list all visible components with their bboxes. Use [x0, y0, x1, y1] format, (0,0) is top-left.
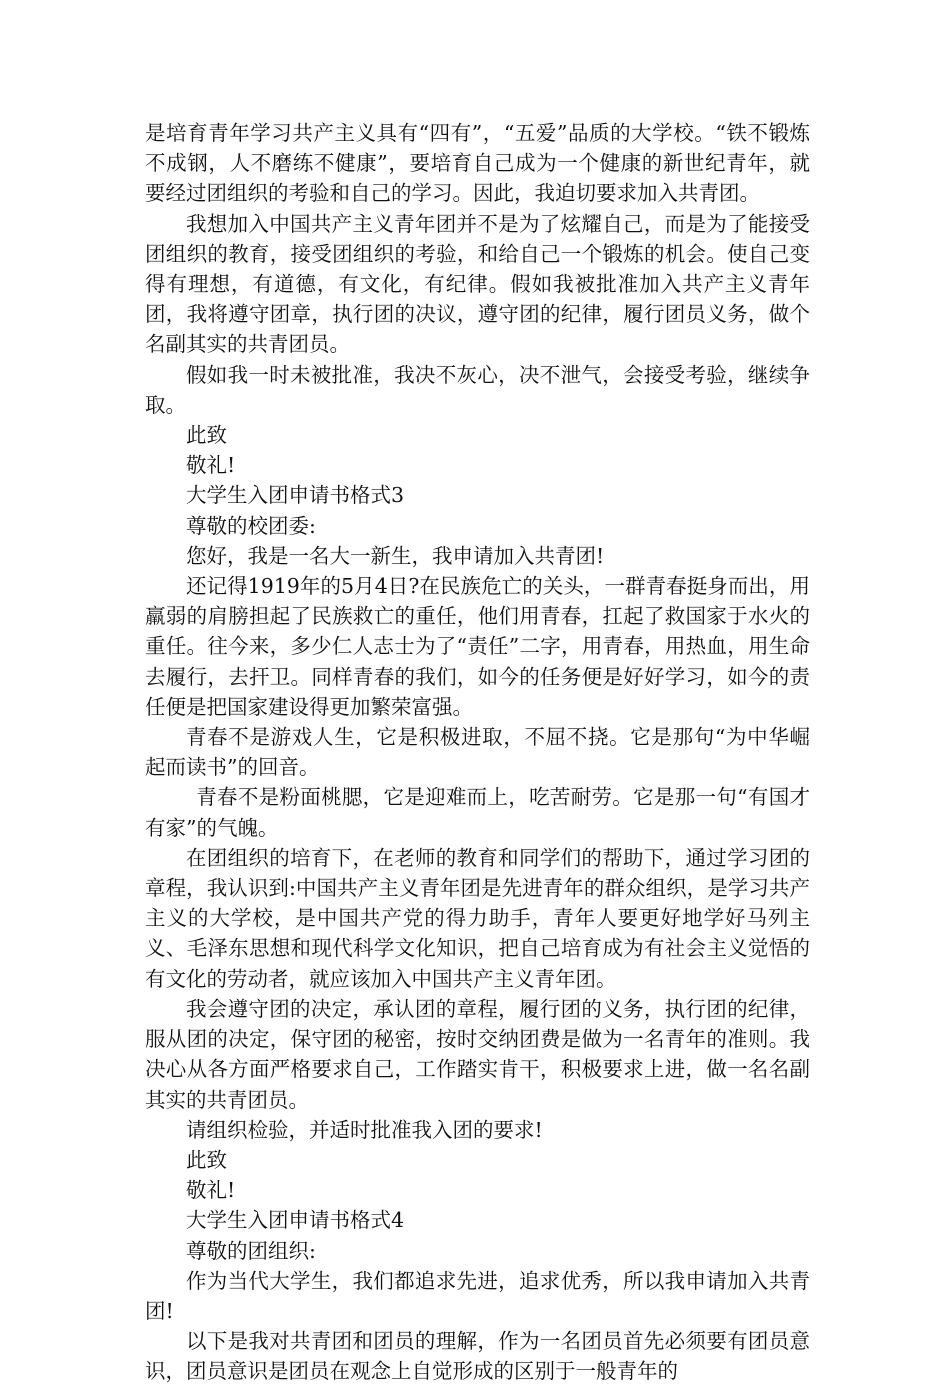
closing-line: 此致: [186, 1147, 227, 1172]
paragraph: 在团组织的培育下，在老师的教育和同学们的帮助下，通过学习团的章程，我认识到:中国共产主义青年团是先进青年的群众组织，是学习共产主义的大学校，是中国共产党的得力助手，青年人要更好地学好马列主义、毛泽东思想和现代科学文化知识，把自己培育成为有社会主义觉悟的有文化的劳动者，就应该加入中国共产主义青年团。: [145, 845, 810, 991]
salutation-line: 敬礼!: [186, 1178, 236, 1203]
paragraph: 是培育青年学习共产主义具有“四有”，“五爱”品质的大学校。“铁不锻炼不成钢，人不磨练不健康”，要培育自己成为一个健康的新世纪青年，就要经过团组织的考验和自己的学习。因此，我迫切要求加入共青团。: [145, 121, 810, 206]
paragraph: 作为当代大学生，我们都追求先进，追求优秀，所以我申请加入共青团!: [145, 1268, 810, 1323]
paragraph: 青春不是游戏人生，它是积极进取，不屈不挠。它是那句“为中华崛起而读书”的回音。: [145, 725, 810, 780]
paragraph: 请组织检验，并适时批准我入团的要求!: [186, 1117, 543, 1142]
section-title: 大学生入团申请书格式4: [186, 1208, 405, 1233]
closing-line: 此致: [186, 423, 227, 448]
salutation-line: 敬礼!: [186, 453, 236, 478]
paragraph: 您好，我是一名大一新生，我申请加入共青团!: [186, 543, 605, 568]
paragraph: 青春不是粉面桃腮，它是迎难而上，吃苦耐劳。它是那一句“有国才有家”的气魄。: [145, 785, 810, 840]
greeting-line: 尊敬的校团委:: [186, 513, 316, 538]
paragraph: 我想加入中国共产主义青年团并不是为了炫耀自己，而是为了能接受团组织的教育，接受团组织的考验，和给自己一个锻炼的机会。使自己变得有理想，有道德，有文化，有纪律。假如我被批准加入共产主义青年团，我将遵守团章，执行团的决议，遵守团的纪律，履行团员义务，做个名副其实的共青团员。: [145, 211, 810, 357]
document-page: [145, 118, 810, 1387]
section-title: 大学生入团申请书格式3: [186, 483, 405, 508]
greeting-line: 尊敬的团组织:: [186, 1238, 316, 1263]
paragraph: 假如我一时未被批准，我决不灰心，决不泄气，会接受考验，继续争取。: [145, 362, 810, 417]
paragraph: 还记得1919年的5月4日?在民族危亡的关头，一群青春挺身而出，用羸弱的肩膀担起了民族救亡的重任，他们用青春，扛起了救国家于水火的重任。往今来，多少仁人志士为了“责任”二字，用青春，用热血，用生命去履行，去扞卫。同样青春的我们，如今的任务便是好好学习，如今的责任便是把国家建设得更加繁荣富强。: [145, 574, 810, 719]
paragraph: 以下是我对共青团和团员的理解，作为一名团员首先必须要有团员意识，团员意识是团员在观念上自觉形成的区别于一般青年的: [145, 1329, 810, 1384]
paragraph: 我会遵守团的决定，承认团的章程，履行团的义务，执行团的纪律，服从团的决定，保守团的秘密，按时交纳团费是做为一名青年的准则。我决心从各方面严格要求自己，工作踏实肯干，积极要求上进，做一名名副其实的共青团员。: [145, 996, 810, 1112]
